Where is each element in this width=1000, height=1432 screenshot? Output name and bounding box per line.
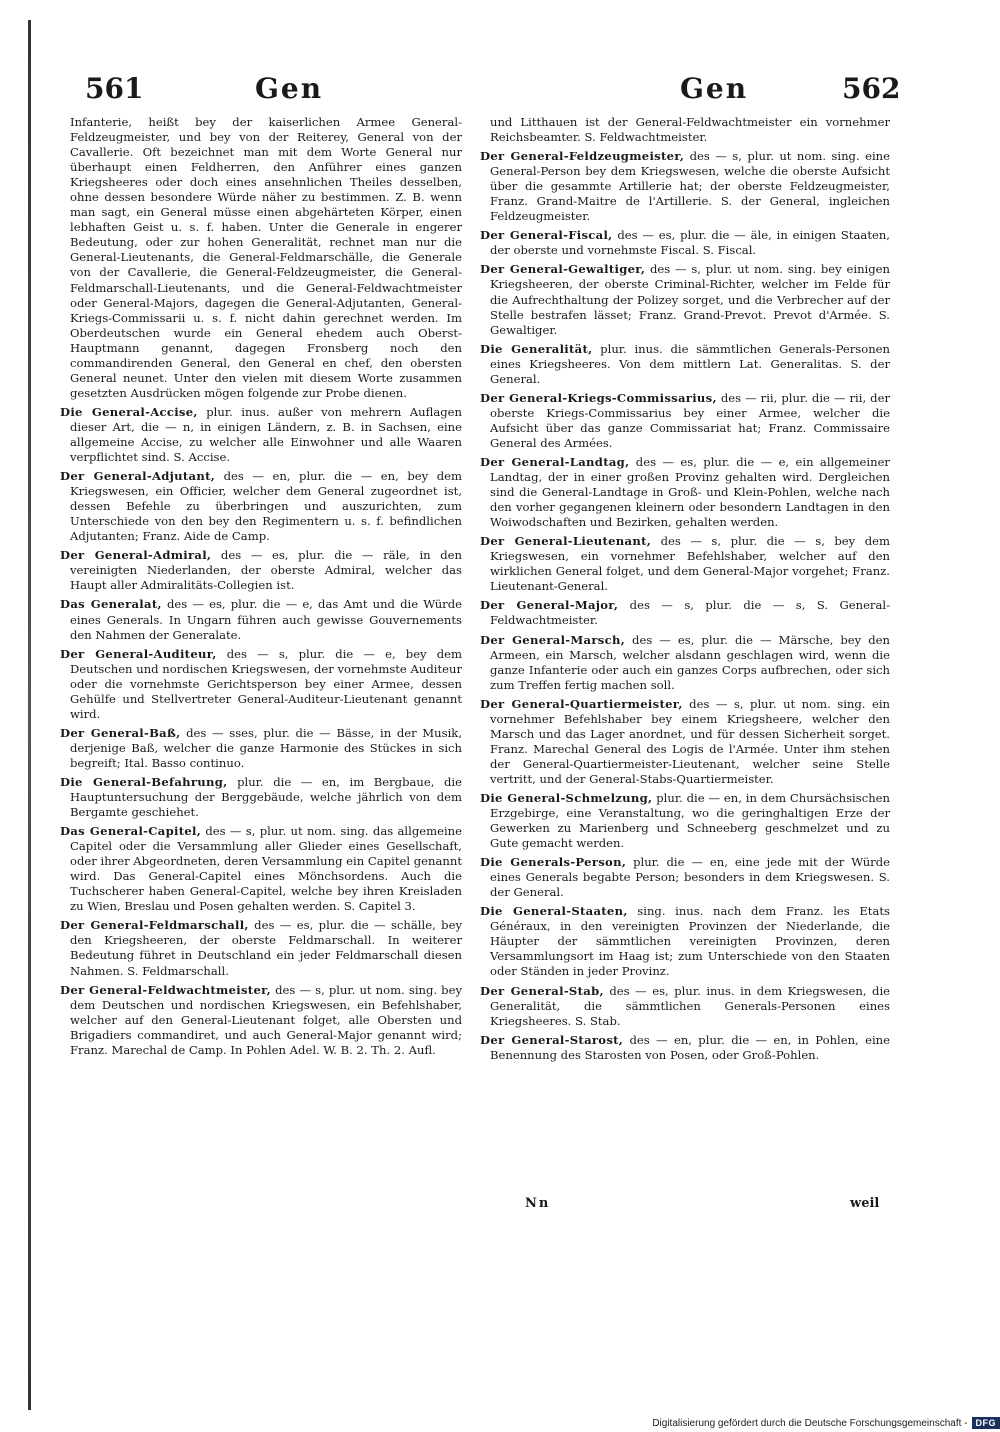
entry-headword: Der General-Stab, (480, 983, 604, 998)
entry-headword: Der General-Admiral, (60, 548, 212, 563)
dictionary-entry (480, 984, 890, 1029)
entry-headword: Der General-Gewaltiger, (480, 262, 646, 277)
entry-text: des — s, plur. ut nom. sing. das allgemeine Capitel oder die Versammlung aller Glieder eines Gesellschaft, oder ihrer Abgeordneten, deren Versammlung ein Capitel genannt wird. Das General-Capitel eines Mönchsordens. Auch die Tuchscherer haben General-Capitel, welche bey ihren Kreisladen zu Wien, Breslau und Posen gehalten werden. S. Capitel 3. (70, 824, 462, 914)
entry-text: des — es, plur. inus. in dem Kriegswesen, die Generalität, die sämmtlichen Generals-Personen eines Kriegsheeres. S. Stab. (490, 983, 891, 1028)
entry-headword: Der General-Marsch, (480, 632, 626, 647)
entry-text: plur. inus. die sämmtlichen Generals-Personen eines Kriegsheeres. Von dem mittlern Lat. Generalitas. S. der General. (490, 341, 890, 386)
dictionary-entry (480, 1033, 890, 1063)
dictionary-entry (480, 855, 890, 900)
dictionary-entry (480, 534, 890, 594)
entry-headword: Der General-Auditeur, (60, 646, 217, 661)
entry-headword: Der General-Landtag, (480, 454, 630, 469)
entry-text: des — es, plur. die — schälle, bey den Kriegsheeren, der oberste Feldmarschall. In weiterer Bedeutung führet in Deutschland ein jeder Feldmarschall diesen Nahmen. S. Feldmarschall. (70, 918, 462, 978)
dictionary-entry (60, 597, 462, 642)
entry-headword: Der General-Kriegs-Commissarius, (480, 390, 717, 405)
entry-text: des — s, plur. ut nom. sing. bey einigen Kriegsheeren, der oberste Criminal-Richter, welcher im Felde für die Aufrechthaltung der Polizey sorget, und die Verbrecher auf der Stelle bestrafen lässet; Franz. Grand-Prevot. Prevot d'Armée. S. Gewaltiger. (490, 262, 890, 337)
dictionary-entry (480, 391, 890, 451)
entry-text: sing. inus. nach dem Franz. les Etats Généraux, in den vereinigten Provinzen der Niederlande, die Häupter der sämmtlichen vereinigten Provinzen, deren Versammlungsort im Haag ist; zum Unterschiede von den Staaten oder Ständen in jeder Provinz. (490, 904, 890, 979)
catchword: weil (850, 1196, 880, 1211)
entry-text: des — es, plur. die — Märsche, bey den Armeen, ein Marsch, welcher alsdann geschlagen wird, wenn die ganze Infanterie oder auch ein ganzes Corps aufbrechen, oder sich zum Treffen fertig machen soll. (490, 632, 890, 692)
entry-text: Infanterie, heißt bey der kaiserlichen Armee General-Feldzeugmeister, und bey von der Reiterey, General von der Cavallerie. Oft bezeichnet man mit dem Worte General nur überhaupt einen Feldherren, den Anführer eines ganzen Kriegsheeres oder doch eines ansehnlichen Theiles desselben, ohne dessen besondere Würde näher zu bestimmen. Z. B. wenn man sagt, ein General müsse einen abgehärteten Körper, einen lebhaften Geist u. s. f. haben. Unter die Generale in engerer Bedeutung, oder zur hohen Generalität, rechnet man nur die General-Lieutenants, die General-Feldmarschälle, die Generale von der Cavallerie, die General-Feldzeugmeister, die General-Feldmarschall-Lieutenants, und die General-Feldwachtmeister oder General-Majors, dagegen die General-Adjutanten, General-Kriegs-Commissarii u. s. f. nicht dahin gerechnet werden. Im Oberdeutschen wurde ein General ehedem auch Oberst-Hauptmann genannt, dagegen Fronsberg noch den commandirenden General, den General en chef, den obersten General neunet. Unter den vielen mit diesem Worte zusammen gesetzten Ausdrücken mögen folgende zur Probe dienen. (70, 115, 462, 400)
entry-text: des — s, plur. ut nom. sing. eine General-Person bey dem Kriegswesen, welche die oberste Aufsicht über die gesammte Artillerie hat; der oberste Feldzeugmeister, Franz. Grand-Maitre de l'Artillerie. S. der General, ingleichen Feldzeugmeister. (490, 149, 890, 224)
entry-headword: Die General-Staaten, (480, 904, 628, 919)
dictionary-entry (480, 791, 890, 851)
dictionary-entry (60, 983, 462, 1058)
entry-text: plur. die — en, im Bergbaue, die Hauptuntersuchung der Berggebäude, welche jährlich von dem Bergamte geschiehet. (70, 774, 463, 820)
dfg-logo: DFG (972, 1417, 1000, 1429)
entry-headword: Der General-Baß, (60, 725, 181, 740)
entry-text: des — s, plur. ut nom. sing. ein vornehmer Befehlshaber bey einem Kriegsheere, welcher den Marsch und das Lager anordnet, und für dessen Sicherheit sorget. Franz. Marechal General des Logis de l'Armée. Unter ihm stehen der General-Quartiermeister-Lieutenant, welcher seine Stelle vertritt, und der General-Stabs-Quartiermeister. (490, 696, 891, 786)
entry-headword: Der General-Feldzeugmeister, (480, 149, 685, 164)
dictionary-entry (60, 824, 462, 914)
digitization-footer (611, 1414, 1000, 1432)
entry-text: und Litthauen ist der General-Feldwachtmeister ein vornehmer Reichsbeamter. S. Feldwachtmeister. (490, 115, 890, 145)
entry-text: des — rii, plur. die — rii, der oberste Kriegs-Commissarius bey einer Armee, welcher die Aufsicht über das ganze Commissariat hat; Franz. Commissaire General des Armées. (490, 390, 890, 450)
entry-text: plur. inus. außer von mehrern Auflagen dieser Art, die — n, in einigen Ländern, z. B. in Sachsen, eine allgemeine Accise, zu welcher alle Einwohner und alle Waaren verpflichtet sind. S. Accise. (70, 404, 463, 465)
dictionary-entry (60, 548, 462, 593)
footer-text: Digitalisierung gefördert durch die Deutsche Forschungsgemeinschaft - (652, 1417, 968, 1429)
entry-headword: Der General-Quartiermeister, (480, 696, 683, 711)
running-head-left: Gen (255, 72, 324, 105)
left-column (60, 115, 462, 1062)
entry-headword: Der General-Starost, (480, 1032, 624, 1047)
dictionary-entry (480, 228, 890, 258)
dictionary-entry (60, 647, 462, 722)
entry-headword: Die General-Befahrung, (60, 774, 228, 789)
entry-headword: Der General-Lieutenant, (480, 534, 652, 549)
dictionary-entry (480, 342, 890, 387)
right-column (480, 115, 890, 1067)
dictionary-entry (60, 405, 462, 465)
signature-mark: Nn (525, 1196, 551, 1211)
page-number-right: 562 (842, 72, 901, 105)
dictionary-entry (480, 262, 890, 337)
dictionary-entry (60, 726, 462, 771)
dictionary-entry (60, 469, 462, 544)
dictionary-entry (480, 697, 890, 787)
dictionary-entry (480, 115, 890, 145)
entry-headword: Die General-Accise, (60, 404, 198, 419)
dictionary-entry (480, 904, 890, 979)
entry-text: des — es, plur. die — räle, in den vereinigten Niederlanden, der oberste Admiral, welcher das Haupt aller Admiralitäts-Collegien ist. (70, 548, 462, 593)
entry-headword: Der General-Feldmarschall, (60, 918, 249, 933)
entry-text: plur. die — en, eine jede mit der Würde eines Generals begabte Person; besonders in dem Kriegswesen. S. der General. (490, 855, 890, 900)
page-number-left: 561 (85, 72, 144, 105)
dictionary-entry (60, 918, 462, 978)
dictionary-entry (480, 455, 890, 530)
entry-headword: Die Generals-Person, (480, 855, 627, 870)
page-gutter-edge (28, 20, 31, 1410)
entry-text: des — es, plur. die — e, ein allgemeiner Landtag, der in einer großen Provinz gehalten wird. Dergleichen sind die General-Landtage in Groß- und Klein-Pohlen, welche nach den vorher gegangenen kleinern oder besondern Landtagen in den Woiwodschaften und Bezirken, gehalten werden. (490, 454, 890, 530)
entry-text: des — s, plur. die — e, bey dem Deutschen und nordischen Kriegswesen, der vornehmste Auditeur oder die vornehmste Gerichtsperson bey einer Armee, dessen Gehülfe und Stellvertreter General-Auditeur-Lieutenant genannt wird. (70, 646, 462, 721)
dictionary-entry (480, 633, 890, 693)
entry-headword: Der General-Major, (480, 598, 619, 613)
entry-text: des — es, plur. die — äle, in einigen Staaten, der oberste und vornehmste Fiscal. S. Fiscal. (490, 228, 890, 258)
dictionary-entry (60, 115, 462, 401)
running-head-right: Gen (680, 72, 749, 105)
entry-headword: Der General-Feldwachtmeister, (60, 982, 272, 997)
entry-text: des — en, plur. die — en, bey dem Kriegswesen, ein Officier, welcher dem General zugeordnet ist, dessen Befehle zu überbringen und auszurichten, zum Unterschiede von den bey den Regimentern u. s. f. befindlichen Adjutanten; Franz. Aide de Camp. (70, 469, 462, 544)
entry-headword: Das Generalat, (60, 597, 162, 612)
dictionary-entry (480, 149, 890, 224)
entry-text: des — s, plur. die — s, bey dem Kriegswesen, ein vornehmer Befehlshaber, welcher auf den wirklichen General folget, und dem General-Major vorgehet; Franz. Lieutenant-General. (490, 534, 891, 594)
entry-headword: Der General-Fiscal, (480, 228, 613, 243)
entry-text: des — sses, plur. die — Bässe, in der Musik, derjenige Baß, welcher die ganze Harmonie des Stückes in sich begreift; Ital. Basso continuo. (70, 725, 463, 770)
entry-text: des — s, plur. ut nom. sing. bey dem Deutschen und nordischen Kriegswesen, ein Befehlshaber, welcher auf den General-Lieutenant folget, alle Obersten und Brigadiers commandiret, und auch General-Major genannt wird; Franz. Marechal de Camp. In Pohlen Adel. W. B. 2. Th. 2. Aufl. (70, 982, 463, 1057)
dictionary-entry (480, 598, 890, 628)
entry-headword: Der General-Adjutant, (60, 469, 216, 484)
entry-headword: Die Generalität, (480, 341, 593, 356)
entry-text: des — es, plur. die — e, das Amt und die Würde eines Generals. In Ungarn führen auch gewisse Gouvernements den Nahmen der Generalate. (70, 597, 463, 642)
entry-text: des — en, plur. die — en, in Pohlen, eine Benennung des Starosten von Posen, oder Groß-Pohlen. (490, 1032, 891, 1062)
entry-headword: Das General-Capitel, (60, 824, 202, 839)
entry-text: des — s, plur. die — s, S. General-Feldwachtmeister. (490, 598, 891, 628)
dictionary-entry (60, 775, 462, 820)
entry-text: plur. die — en, in dem Chursächsischen Erzgebirge, eine Veranstaltung, wo die geringhaltigen Erze der Gewerken zu Marienberg und Schneeberg geschmelzet und zu Gute gemacht werden. (490, 790, 891, 851)
entry-headword: Die General-Schmelzung, (480, 790, 653, 805)
